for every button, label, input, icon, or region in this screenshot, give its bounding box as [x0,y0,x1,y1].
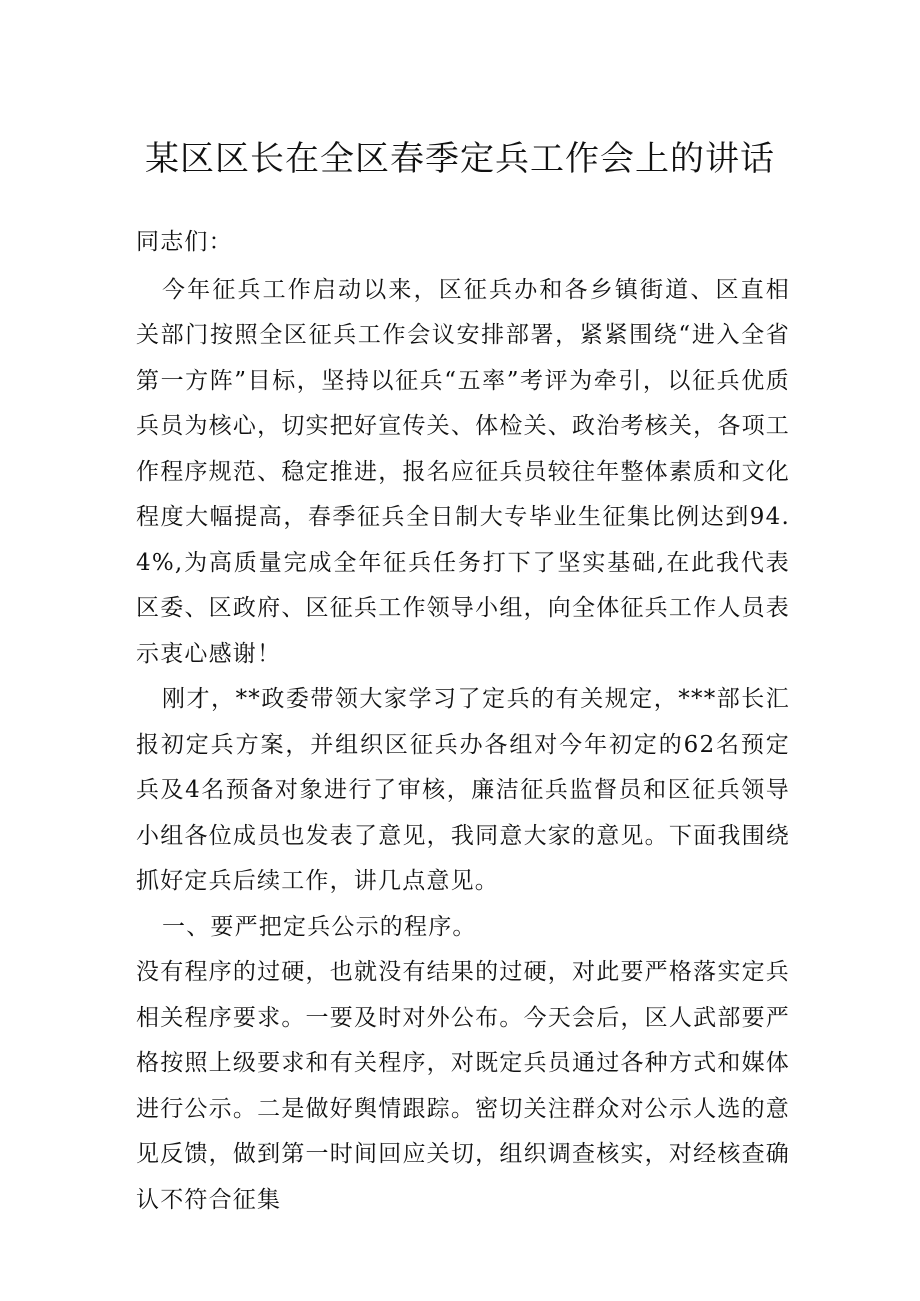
section-1-body: 没有程序的过硬，也就没有结果的过硬，对此要严格落实定兵相关程序要求。一要及时对外公布。今天会后，区人武部要严格按照上级要求和有关程序，对既定兵员通过各种方式和媒体进行公示。二是做好舆情跟踪。密切关注群众对公示人选的意见反馈，做到第一时间回应关切，组织调查核实，对经核查确认不符合征集 [136,959,790,1213]
document-title: 某区区长在全区春季定兵工作会上的讲话 [145,139,775,179]
paragraph-2: 刚才，**政委带领大家学习了定兵的有关规定，***部长汇报初定兵方案，并组织区征兵办各组对今年初定的62名预定兵及4名预备对象进行了审核，廉洁征兵监督员和区征兵领导小组各位成员也发表了意见，我同意大家的意见。下面我围绕抓好定兵后续工作，讲几点意见。 [136,686,790,894]
document-body [136,220,790,1223]
salutation: 同志们： [136,229,233,255]
paragraph-1: 今年征兵工作启动以来，区征兵办和各乡镇街道、区直相关部门按照全区征兵工作会议安排部署，紧紧围绕“进入全省第一方阵”目标，坚持以征兵“五率”考评为牵引，以征兵优质兵员为核心，切实把好宣传关、体检关、政治考核关，各项工作程序规范、稳定推进，报名应征兵员较往年整体素质和文化程度大幅提高，春季征兵全日制大专毕业生征集比例达到94.4%,为高质量完成全年征兵任务打下了坚实基础,在此我代表区委、区政府、区征兵工作领导小组，向全体征兵工作人员表示衷心感谢！ [136,276,790,667]
section-1-heading: 一、要严把定兵公示的程序。 [162,913,477,940]
